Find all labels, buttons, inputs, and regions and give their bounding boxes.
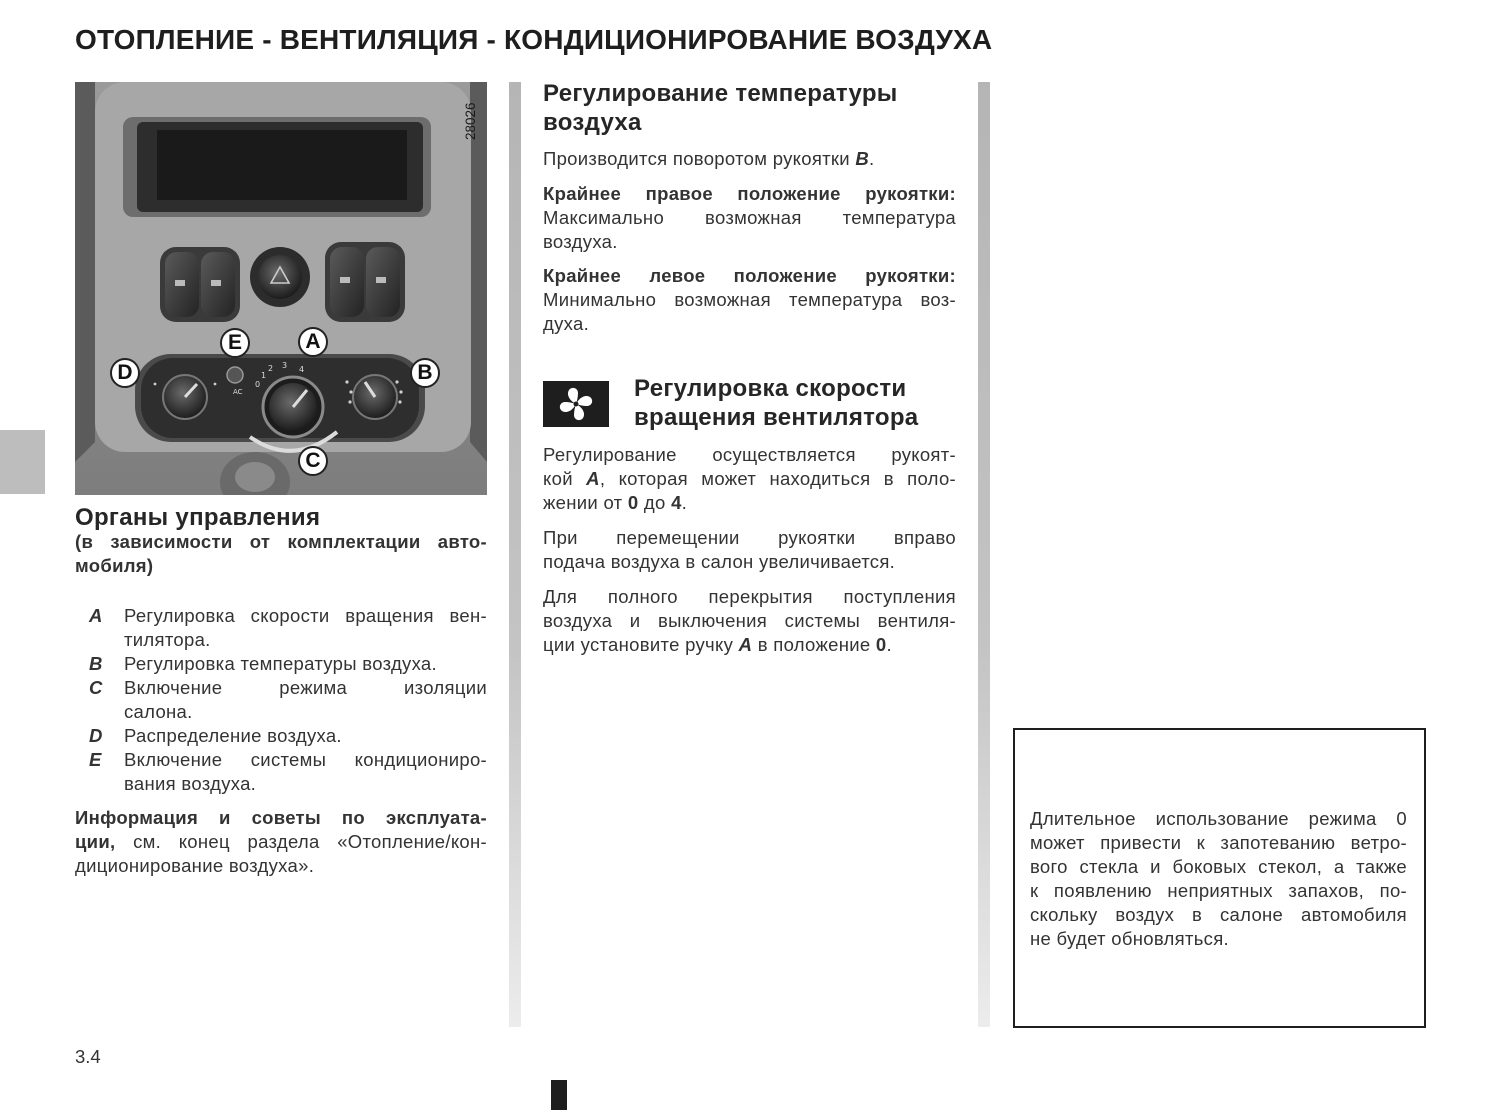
figure-code: 28026 [463,102,478,140]
fan-paragraph-2: При перемещении рукоятки вправо подача воздуха в салон увеличивается. [543,527,956,572]
temp-right-position: Крайнее правое положение рукоятки: Максимально возможная температура воздуха. [543,183,956,252]
callout-B: B [410,358,440,388]
fan-paragraph-1: Регулирование осуществляется рукоят- кой A, которая может находиться в поло- жении от 0 до 4. [543,444,956,513]
column-divider-left [509,82,521,1027]
list-item: A Регулировка скорости вращения вен- тилятора. [89,605,487,650]
temp-left-position: Крайнее левое положение рукоятки: Минимально возможная температура воз- духа. [543,265,956,334]
page-title: ОТОПЛЕНИЕ - ВЕНТИЛЯЦИЯ - КОНДИЦИОНИРОВАНИЕ ВОЗДУХА [75,24,993,55]
dial-number-2: 2 [268,364,274,373]
page-number: 3.4 [75,1046,101,1067]
warning-note-text: Длительное использование режима 0 может привести к запотеванию ветро- вого стекла и боковых стекол, а также к появлению неприятных запахов, по- скольку воздух в салоне автомобиля не будет обновляться. [1030,808,1407,949]
fan-heading: Регулировка скорости вращения вентилятора [634,375,919,431]
list-item: C Включение режима изоляции салона. [89,677,487,722]
list-item: B Регулировка температуры воздуха. [89,653,437,674]
callout-A: A [298,327,328,357]
page-marker [551,1080,567,1110]
fan-icon [543,381,609,427]
callout-E: E [220,328,250,358]
dial-number-0: 0 [255,380,261,389]
dial-number-3: 3 [282,361,288,370]
info-paragraph: Информация и советы по эксплуата- ции, см. конец раздела «Отопление/кон- диционирование воздуха». [75,807,487,876]
callout-C: C [298,446,328,476]
column-divider-right [978,82,990,1027]
dial-number-1: 1 [261,371,267,380]
temp-heading: Регулирование температуры воздуха [543,80,898,136]
section-tab [0,430,45,494]
controls-subheading: (в зависимости от комплектации авто- мобиля) [75,531,487,576]
dial-number-4: 4 [299,365,305,374]
list-item: E Включение системы кондициониро- вания воздуха. [89,749,487,794]
fan-paragraph-3: Для полного перекрытия поступления воздуха и выключения системы вентиля- ции установите ручку A в положение 0. [543,586,956,655]
ac-label: AC [233,388,243,396]
temp-paragraph: Производится поворотом рукоятки B. [543,148,875,169]
callout-D: D [110,358,140,388]
controls-heading: Органы управления [75,504,321,531]
list-item: D Распределение воздуха. [89,725,342,746]
control-panel-figure [75,82,487,495]
